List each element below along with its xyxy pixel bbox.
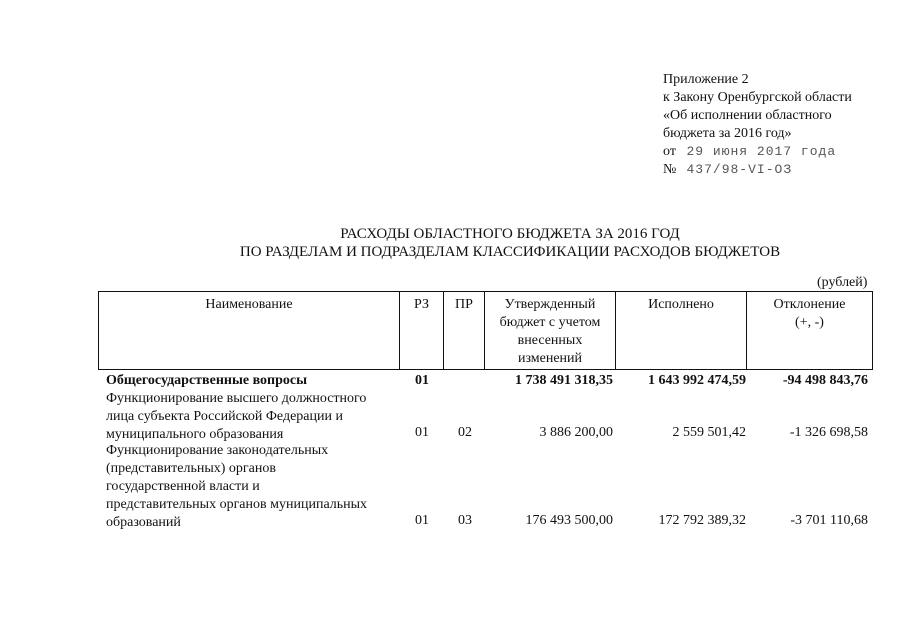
annex-line-1: Приложение 2	[663, 72, 749, 87]
row-2-name-line-2: лица субъекта Российской Федерации и	[106, 409, 343, 424]
units-label: (рублей)	[817, 275, 868, 290]
document-title	[180, 225, 840, 261]
table-row-2-deviation: -1 326 698,58	[789, 425, 868, 440]
table-row-3-deviation: -3 701 110,68	[790, 513, 868, 528]
row-3-name-line-1: Функционирование законодательных	[106, 443, 329, 458]
header-rz-label: РЗ	[414, 297, 429, 312]
table-row-1-done: 1 643 992 474,59	[648, 373, 746, 388]
header-name-label: Наименование	[205, 297, 293, 312]
table-row-3-pr: 03	[458, 513, 472, 528]
header-done	[616, 292, 747, 369]
annex-date-label: от	[663, 144, 676, 159]
row-3-name-line-2: (представительных) органов	[106, 461, 276, 476]
header-budget-line-3: внесенных	[517, 333, 583, 348]
title-line-2: ПО РАЗДЕЛАМ И ПОДРАЗДЕЛАМ КЛАССИФИКАЦИИ РАСХОДОВ БЮДЖЕТОВ	[239, 244, 781, 260]
annex-block	[663, 71, 852, 179]
table-row-3-budget: 176 493 500,00	[525, 513, 613, 528]
annex-number-stamp: 437/98-VI-ОЗ	[686, 162, 793, 177]
table-row-2-name	[106, 390, 396, 444]
row-3-name-line-5: образований	[106, 515, 181, 530]
header-deviation-line-1: Отклонение	[773, 297, 846, 312]
table-row-1-deviation: -94 498 843,76	[782, 373, 868, 388]
row-3-name-line-4: представительных органов муниципальных	[106, 497, 368, 512]
annex-line-2: к Закону Оренбургской области	[663, 90, 852, 105]
header-pr-label: ПР	[455, 297, 473, 312]
header-budget-line-1: Утвержденный	[504, 297, 596, 312]
annex-date	[663, 143, 852, 161]
header-budget-line-2: бюджет с учетом	[499, 315, 601, 330]
header-rz	[400, 292, 444, 369]
table-row-2-done: 2 559 501,42	[672, 425, 746, 440]
row-2-name-line-3: муниципального образования	[106, 427, 284, 442]
annex-line-3: «Об исполнении областного	[663, 108, 832, 123]
table-row-3-rz: 01	[415, 513, 429, 528]
table-row-1-name	[106, 372, 396, 390]
table-row-1-rz: 01	[415, 373, 429, 388]
header-done-label: Исполнено	[648, 297, 714, 312]
table-row-3-name	[106, 442, 396, 532]
table-row-2-rz: 01	[415, 425, 429, 440]
row-2-name-line-1: Функционирование высшего должностного	[106, 391, 367, 406]
annex-number-label: №	[663, 162, 677, 177]
table-header	[98, 291, 873, 370]
title-line-1: РАСХОДЫ ОБЛАСТНОГО БЮДЖЕТА ЗА 2016 ГОД	[340, 226, 680, 242]
annex-number	[663, 161, 852, 179]
header-budget-line-4: изменений	[517, 351, 583, 366]
header-deviation-line-2: (+, -)	[795, 315, 824, 330]
table-row-3-done: 172 792 389,32	[658, 513, 746, 528]
header-name	[99, 292, 400, 369]
row-3-name-line-3: государственной власти и	[106, 479, 260, 494]
header-deviation	[747, 292, 872, 369]
table-row-2-budget: 3 886 200,00	[539, 425, 613, 440]
table-row-1-budget: 1 738 491 318,35	[515, 373, 613, 388]
annex-line-4: бюджета за 2016 год»	[663, 126, 792, 141]
row-1-name-line-1: Общегосударственные вопросы	[106, 373, 308, 388]
annex-date-stamp: 29 июня 2017 года	[686, 144, 837, 159]
header-budget	[485, 292, 616, 369]
header-pr	[444, 292, 485, 369]
table-row-2-pr: 02	[458, 425, 472, 440]
